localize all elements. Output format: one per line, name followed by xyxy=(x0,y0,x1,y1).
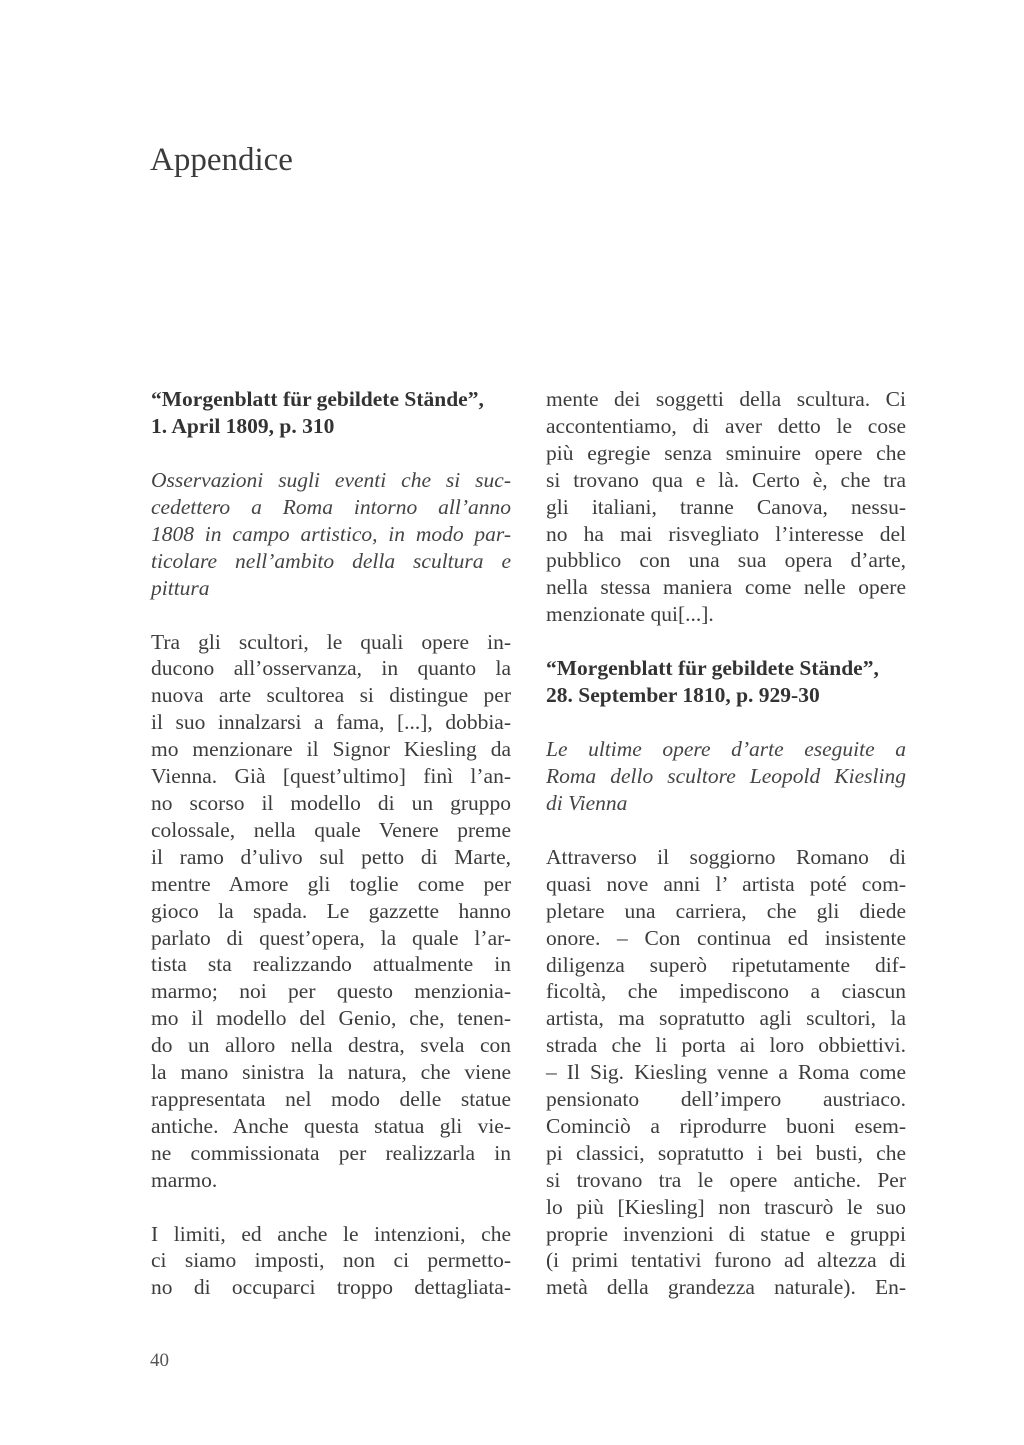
subtitle-line: di Vienna xyxy=(546,790,628,815)
subtitle-line: cedettero a Roma intorno all’anno xyxy=(151,494,511,519)
paragraph-line: accontentiamo, di aver detto le cose xyxy=(546,413,906,438)
paragraph-line: pi classici, sopratutto i bei busti, che xyxy=(546,1140,906,1165)
right-column xyxy=(546,386,906,1301)
paragraph-line: mo menzionare il Signor Kiesling da xyxy=(151,737,511,762)
page-number: 40 xyxy=(150,1350,169,1371)
paragraph-line: si trovano qua e là. Certo è, che tra xyxy=(546,467,906,492)
page-title: Appendice xyxy=(150,142,293,178)
subtitle-line: Osservazioni sugli eventi che si suc- xyxy=(151,468,511,492)
paragraph-1 xyxy=(151,629,511,1194)
paragraph-line: gioco la spada. Le gazzette hanno xyxy=(151,898,511,923)
paragraph-2 xyxy=(151,1221,511,1302)
paragraph-line: pletare una carriera, che gli diede xyxy=(546,898,906,923)
paragraph-line: il ramo d’ulivo sul petto di Marte, xyxy=(151,844,511,869)
heading-line: “Morgenblatt für gebildete Stände”, xyxy=(546,656,879,681)
paragraph-line: pensionato dell’impero austriaco. xyxy=(546,1087,906,1112)
subtitle-line: Le ultime opere d’arte eseguite a xyxy=(546,737,906,762)
paragraph-line: tista sta realizzando attualmente in xyxy=(151,952,511,977)
paragraph-line: ducono all’osservanza, in quanto la xyxy=(151,656,511,681)
paragraph-line: lo più [Kiesling] non trascurò le suo xyxy=(546,1194,906,1219)
section-heading-2 xyxy=(546,655,906,709)
paragraph-line: Tra gli scultori, le quali opere in- xyxy=(151,629,511,654)
paragraph-line: I limiti, ed anche le intenzioni, che xyxy=(151,1221,511,1246)
paragraph-line: proprie invenzioni di statue e gruppi xyxy=(546,1221,906,1246)
heading-line: 1. April 1809, p. 310 xyxy=(151,414,335,438)
subtitle-line: ticolare nell’ambito della scultura e xyxy=(151,548,511,573)
paragraph-line: menzionate qui[...]. xyxy=(546,602,714,627)
section-subtitle-1 xyxy=(151,467,511,602)
paragraph-line: quasi nove anni l’ artista poté com- xyxy=(546,871,906,896)
paragraph-line: Cominciò a riprodurre buoni esem- xyxy=(546,1113,906,1138)
paragraph-line: mentre Amore gli toglie come per xyxy=(151,871,511,896)
paragraph-line: ficoltà, che impediscono a ciascun xyxy=(546,979,906,1004)
paragraph-line: do un alloro nella destra, svela con xyxy=(151,1033,511,1058)
paragraph-line: nella stessa maniera come nelle opere xyxy=(546,575,906,600)
paragraph-line: marmo. xyxy=(151,1167,218,1192)
paragraph-line: rappresentata nel modo delle statue xyxy=(151,1086,511,1111)
paragraph-line: parlato di quest’opera, la quale l’ar- xyxy=(151,925,511,950)
subtitle-line: Roma dello scultore Leopold Kiesling xyxy=(546,764,906,789)
section-subtitle-2 xyxy=(546,736,906,817)
paragraph-line: nuova arte scultorea si distingue per xyxy=(151,683,511,708)
paragraph-line: metà della grandezza naturale). En- xyxy=(546,1275,906,1300)
paragraph-line: strada che li porta ai loro obbiettivi. xyxy=(546,1033,906,1058)
paragraph-line: ci siamo imposti, non ci permetto- xyxy=(151,1248,511,1273)
paragraph-line: gli italiani, tranne Canova, nessu- xyxy=(546,494,906,519)
paragraph-line: Vienna. Già [quest’ultimo] finì l’an- xyxy=(151,764,511,789)
subtitle-line: 1808 in campo artistico, in modo par- xyxy=(151,521,511,546)
paragraph-line: (i primi tentativi furono ad altezza di xyxy=(546,1248,906,1273)
paragraph-line: no di occuparci troppo dettagliata- xyxy=(151,1275,511,1300)
paragraph-line: la mano sinistra la natura, che viene xyxy=(151,1060,511,1085)
paragraph-line: più egregie senza sminuire opere che xyxy=(546,440,906,465)
paragraph-line: pubblico con una sua opera d’arte, xyxy=(546,548,906,573)
paragraph-line: antiche. Anche questa statua gli vie- xyxy=(151,1113,511,1138)
paragraph-3 xyxy=(546,844,906,1301)
paragraph-line: ne commissionata per realizzarla in xyxy=(151,1140,511,1165)
paragraph-line: no scorso il modello di un gruppo xyxy=(151,790,511,815)
paragraph-line: il suo innalzarsi a fama, [...], dobbia- xyxy=(151,710,511,735)
left-column xyxy=(151,386,511,1301)
paragraph-line: marmo; noi per questo menzionia- xyxy=(151,979,511,1004)
heading-line: “Morgenblatt für gebildete Stände”, xyxy=(151,387,484,411)
paragraph-line: no ha mai risvegliato l’interesse del xyxy=(546,521,906,546)
heading-line: 28. September 1810, p. 929-30 xyxy=(546,683,820,708)
paragraph-line: Attraverso il soggiorno Romano di xyxy=(546,844,906,869)
paragraph-line: onore. – Con continua ed insistente xyxy=(546,925,906,950)
paragraph-line: si trovano tra le opere antiche. Per xyxy=(546,1167,906,1192)
paragraph-line: diligenza superò ripetutamente dif- xyxy=(546,952,906,977)
paragraph-line: mente dei soggetti della scultura. Ci xyxy=(546,387,906,411)
section-heading-1 xyxy=(151,386,511,440)
subtitle-line: pittura xyxy=(151,575,210,600)
paragraph-line: mo il modello del Genio, che, tenen- xyxy=(151,1006,511,1031)
paragraph-line: artista, ma sopratutto agli scultori, la xyxy=(546,1006,906,1031)
paragraph-line: – Il Sig. Kiesling venne a Roma come xyxy=(546,1060,906,1085)
continuation-paragraph xyxy=(546,386,906,628)
paragraph-line: colossale, nella quale Venere preme xyxy=(151,817,511,842)
